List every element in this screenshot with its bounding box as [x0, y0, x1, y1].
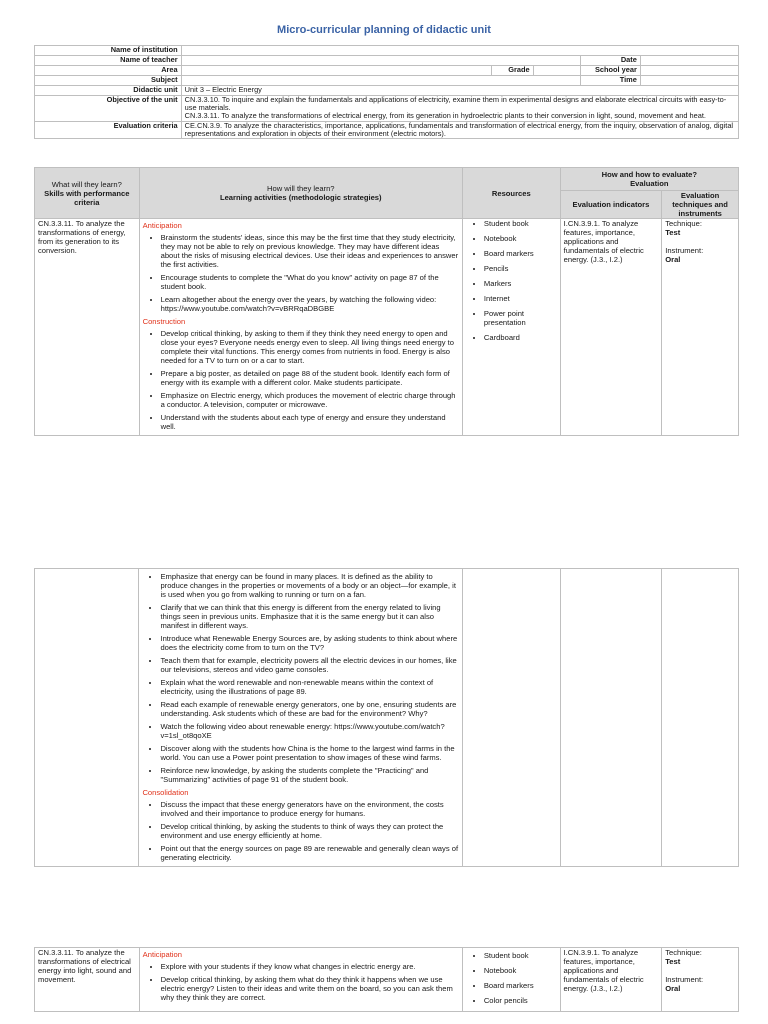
instrument-label: Instrument: — [665, 246, 704, 255]
page-title: Micro-curricular planning of didactic unit — [277, 24, 491, 36]
resource-item: • Student book — [484, 219, 557, 228]
resource-item: • Notebook — [484, 234, 557, 243]
list-item: • Encourage students to complete the "What do you know" activity on page 87 of the student book. — [161, 273, 459, 291]
list-item: • Clarify that we can think that this energy is different from the energy related to living things seen in previous units. Emphasize that it is the same energy but it can also manifest in different ways. — [160, 603, 459, 630]
grade-label: Grade — [492, 66, 533, 76]
anticipation-heading: Anticipation — [142, 221, 182, 230]
planning-table-2 — [34, 568, 739, 867]
list-item: • Watch the following video about renewable energy: https://www.youtube.com/watch?v=1sl_ot8qoXE — [160, 722, 459, 740]
criteria-label: Evaluation criteria — [35, 121, 182, 138]
objective-2: CN.3.3.11. To analyze the transformations of electrical energy, from its generation in hydroelectric plants to their conversion in light, sound, movement and heat. — [184, 111, 706, 121]
institution-value[interactable] — [181, 46, 738, 56]
list-item: • Explore with your students if they know what changes in electric energy are. — [161, 962, 459, 971]
list-item: • Prepare a big poster, as detailed on page 88 of the student book. Identify each form of energy with its example with a different color. Make students participate. — [161, 369, 459, 387]
resources-cell — [462, 219, 560, 436]
indicator-cell-empty — [560, 569, 661, 867]
list-item: • Teach them that for example, electricity powers all the electric devices in our homes, like our televisions, stereos and video game consoles. — [160, 656, 459, 674]
list-item: • Discover along with the students how China is the home to the largest wind farms in the world. You can use a Power point presentation to show images of these wind farms. — [160, 744, 459, 762]
how-header: How will they learn? Learning activities (methodologic strategies) — [139, 168, 462, 219]
skill-cell: CN.3.3.11. To analyze the transformations of energy, from its generation to its conversion. — [35, 219, 140, 436]
resource-item: • Markers — [484, 279, 557, 288]
resources-header: Resources — [462, 168, 560, 219]
anticipation-heading: Anticipation — [142, 950, 182, 959]
objective-label: Objective of the unit — [35, 96, 182, 122]
list-item: • Develop critical thinking, by asking to them if they think they need energy to open and close your eyes? Everyone needs energy even to sleep. All living things need energy to complete their vital functions. This energy comes from nutrients in food. Energy is also needed for a TV to turn on or a car to start. — [161, 329, 459, 365]
school-year-label: School year — [581, 66, 641, 76]
technique-label: Technique: — [665, 219, 702, 228]
resources-cell-empty — [463, 569, 560, 867]
area-label: Area — [35, 66, 182, 76]
resource-item: • Notebook — [484, 966, 557, 975]
resource-item: • Board markers — [484, 249, 557, 258]
list-item: • Understand with the students about each type of energy and ensure they understand well. — [161, 413, 459, 431]
resource-item: • Internet — [484, 294, 557, 303]
indicator-cell: I.CN.3.9.1. To analyze features, importance, applications and fundamentals of electric energy. (J.3., I.2.) — [560, 948, 662, 1012]
teacher-label: Name of teacher — [35, 56, 182, 66]
resource-item: • Cardboard — [484, 333, 557, 342]
techniques-header: Evaluation techniques and instruments — [662, 191, 739, 219]
consolidation-heading: Consolidation — [142, 788, 189, 797]
list-item: • Reinforce new knowledge, by asking the students complete the "Practicing" and "Summarizing" activities of page 91 of the student book. — [160, 766, 459, 784]
list-item: • Develop critical thinking, by asking them what do they think it happens when we use electric energy? Listen to their ideas and write them on the board, so you can ask them why they think they are correct. — [161, 975, 459, 1002]
planning-table-3 — [34, 947, 739, 1012]
instrument-value: Oral — [665, 255, 681, 264]
subject-value[interactable] — [181, 76, 581, 86]
criteria-value: CE.CN.3.9. To analyze the characteristics, importance, applications, fundamentals and transformation of electrical energy, from the inquiry, observation of analog, digital representations and exploration in objects of their environment (electric motors). — [181, 121, 738, 138]
list-item: • Point out that the energy sources on page 89 are renewable and generally clean ways of generating electricity. — [160, 844, 459, 862]
didactic-unit-label: Didactic unit — [35, 86, 182, 96]
objective-1: CN.3.3.10. To inquire and explain the fundamentals and applications of electricity, examine them in experimental designs and elaborate electrical circuits with easy-to-use materials. — [184, 95, 727, 113]
teacher-value[interactable] — [181, 56, 581, 66]
date-value[interactable] — [640, 56, 738, 66]
institution-label: Name of institution — [35, 46, 182, 56]
list-item: • Read each example of renewable energy generators, one by one, ensuring students are understanding. Ask students which of these are bad for the environment? Why? — [160, 700, 459, 718]
date-label: Date — [581, 56, 641, 66]
grade-value[interactable] — [533, 66, 581, 76]
technique-label: Technique: — [665, 948, 702, 957]
list-item: • Develop critical thinking, by asking the students to think of ways they can protect the environment and use energy efficiently at home. — [160, 822, 459, 840]
list-item: • Discuss the impact that these energy generators have on the environment, the costs involved and their importance to produce energy for humans. — [160, 800, 459, 818]
indicators-header: Evaluation indicators — [560, 191, 662, 219]
resources-cell — [462, 948, 560, 1012]
unit-info-table — [34, 45, 739, 139]
subject-label: Subject — [35, 76, 182, 86]
skill-cell: CN.3.3.11. To analyze the transformations of electrical energy into light, sound and movement. — [35, 948, 140, 1012]
time-label: Time — [581, 76, 641, 86]
planning-table-1 — [34, 167, 739, 436]
technique-cell-empty — [662, 569, 739, 867]
list-item: • Brainstorm the students' ideas, since this may be the first time that they study electricity, they may not be able to rely on previous knowledge. They may have different ideas about the risks of misusing electrical devices. Use their ideas and experiences to answer the first activities. — [161, 233, 459, 269]
indicator-cell: I.CN.3.9.1. To analyze features, importance, applications and fundamentals of electric energy. (J.3., I.2.) — [560, 219, 662, 436]
list-item: • Learn altogether about the energy over the years, by watching the following video: https://www.youtube.com/watch?v=vBRRqaDBGBE — [161, 295, 459, 313]
list-item: • Introduce what Renewable Energy Sources are, by asking students to think about where does the electricity come from to turn on the TV? — [160, 634, 459, 652]
skill-cell-empty — [35, 569, 139, 867]
technique-value: Test — [665, 957, 681, 966]
instrument-label: Instrument: — [665, 975, 704, 984]
area-value[interactable] — [181, 66, 492, 76]
resource-item: • Board markers — [484, 981, 557, 990]
what-header: What will they learn? Skills with performance criteria — [35, 168, 140, 219]
technique-value: Test — [665, 228, 681, 237]
didactic-unit-value: Unit 3 – Electric Energy — [181, 86, 738, 96]
list-item: • Explain what the word renewable and non-renewable means within the context of electricity, using the illustrations of page 89. — [160, 678, 459, 696]
construction-heading: Construction — [142, 317, 186, 326]
technique-cell — [662, 219, 739, 436]
technique-cell — [662, 948, 739, 1012]
activities-cell — [139, 569, 463, 867]
resource-item: • Pencils — [484, 264, 557, 273]
time-value[interactable] — [640, 76, 738, 86]
instrument-value: Oral — [665, 984, 681, 993]
evaluation-header: How and how to evaluate? Evaluation — [560, 168, 738, 191]
list-item: • Emphasize on Electric energy, which produces the movement of electric charge through a conductor. A television, computer or microwave. — [161, 391, 459, 409]
activities-cell — [139, 948, 462, 1012]
resource-item: • Power point presentation — [484, 309, 557, 327]
resource-item: • Student book — [484, 951, 557, 960]
resource-item: • Color pencils — [484, 996, 557, 1005]
school-year-value[interactable] — [640, 66, 738, 76]
activities-cell — [139, 219, 462, 436]
objective-value — [181, 96, 738, 122]
list-item: • Emphasize that energy can be found in many places. It is defined as the ability to produce changes in the properties or movements of a body or an object—for example, it is used when you go from walking to running or turn on a fan. — [160, 572, 459, 599]
